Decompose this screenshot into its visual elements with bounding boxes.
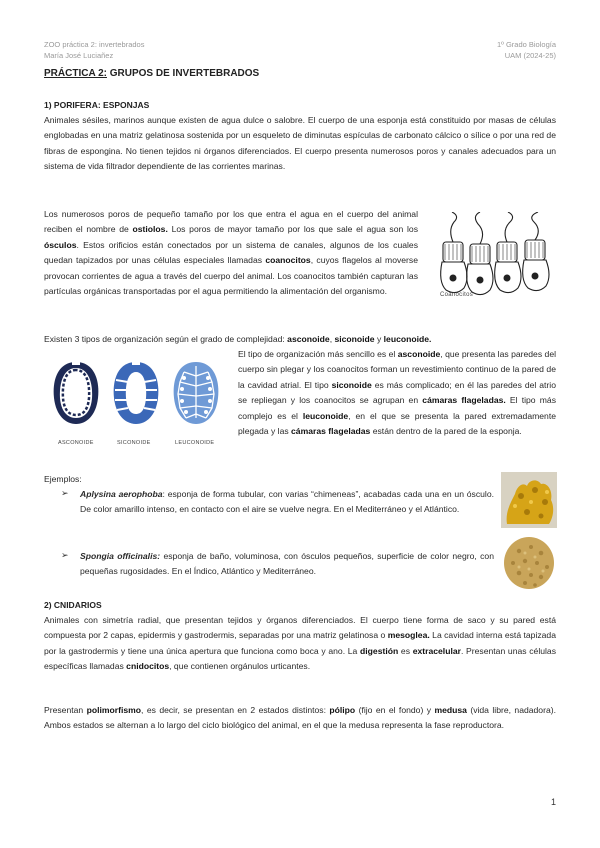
header-university: UAM (2024-25)	[504, 51, 556, 60]
examples-label: Ejemplos:	[44, 474, 82, 484]
text-run: Animales con simetría radial, que presentan tejidos y órganos diferenciados. El cuerpo tiene forma de saco y su pared está compuesta por 2 capas, epidermis y gastrodermis, separadas por una matriz gelatinosa o	[44, 615, 556, 641]
species-description: : esponja de forma tubular, con varias “chimeneas”, acabadas cada una en un ósculo. De color amarillo intenso, en contacto con el aire se vuelve negra. En el Mediterráneo y el Atlántico.	[80, 489, 494, 515]
term-extracelular: extracelular	[412, 645, 461, 656]
text-run: es más complicado; en él las paredes del atrio se repliegan y los coanocitos se agrupan en	[238, 379, 556, 406]
term-digestion: digestión	[360, 645, 399, 656]
text-run: Los numerosos poros de pequeño tamaño por los que entra el agua en el cuerpo del animal reciben el nombre de	[44, 209, 418, 235]
term-ostiolos: ostiolos.	[132, 224, 168, 235]
flagellum	[532, 212, 539, 240]
sponge-types-illustration	[46, 358, 226, 430]
term-cnidocitos: cnidocitos	[126, 661, 170, 672]
coanocitos-illustration	[434, 212, 556, 304]
cnidarios-paragraph-1	[44, 613, 556, 675]
term-mesoglea: mesoglea.	[387, 630, 430, 641]
term-asconoide: asconoide	[397, 349, 441, 359]
text-run: El tipo más complejo es el	[238, 395, 556, 421]
text-run: (fijo en el fondo) y	[355, 705, 435, 715]
term-asconoide: asconoide	[287, 334, 330, 344]
term-polimorfismo: polimorfismo	[86, 705, 142, 715]
text-run: y	[374, 334, 384, 344]
flagellum	[505, 212, 512, 242]
flagellum	[475, 212, 482, 244]
text-run: , que contienen orgánulos urticantes.	[169, 661, 311, 672]
text-run: Los poros de mayor tamaño por los que sale el agua son los	[167, 224, 419, 235]
header-course: ZOO práctica 2: invertebrados	[44, 40, 145, 49]
page-number: 1	[550, 797, 556, 807]
text-run: Presentan	[44, 705, 87, 715]
spongia-photo	[501, 535, 557, 591]
text-run: . Estos orificios están conectados por un sistema de canales, algunos de los cuales quedan tapizados por unas células especiales llamadas	[44, 239, 418, 266]
species-name: Spongia officinalis:	[80, 551, 161, 561]
cnidarios-paragraph-2	[44, 703, 556, 734]
header-right	[497, 39, 556, 61]
porifera-paragraph-2	[44, 207, 418, 299]
text-run: , es decir, se presentan en 2 estados distintos:	[141, 705, 330, 715]
porifera-paragraph-3-cont	[238, 347, 556, 439]
text-run: , que presenta las paredes del cuerpo sin plegar y los coanocitos forman un revestimiento continuo de la pared de la cavidad atrial. El tipo	[238, 349, 557, 390]
term-medusa: medusa	[434, 705, 467, 715]
porifera-heading: 1) PORIFERA: ESPONJAS	[44, 100, 150, 110]
term-siconoide: siconoide	[334, 334, 375, 344]
text-run: El tipo de organización más sencillo es el	[238, 349, 398, 359]
bullet-arrow-icon: ➢	[61, 550, 69, 560]
term-siconoide: siconoide	[331, 379, 372, 390]
text-run: La cavidad interna está tapizada por la gastrodermis y tiene una única apertura que funciona como boca y ano. La	[44, 630, 556, 656]
header-author: María José Luciañez	[44, 51, 114, 60]
term-camaras-flageladas: cámaras flageladas	[291, 426, 371, 437]
term-leuconoide: leuconoide	[302, 410, 349, 421]
text-run: (vida libre, nadadora). Ambos estados se alternan a lo largo del ciclo biológico del animal, en el que la medusa representa la fase reproductora.	[44, 705, 556, 731]
title-rest: GRUPOS DE INVERTEBRADOS	[106, 68, 260, 79]
header-left	[44, 39, 144, 61]
term-osculos: ósculos	[44, 239, 77, 250]
page-title	[44, 68, 259, 79]
bullet-arrow-icon: ➢	[61, 488, 69, 498]
text-run: , en el que se presenta la pared extremadamente plegada y las	[238, 410, 557, 437]
term-coanocitos: coanocitos	[265, 255, 311, 266]
text-run: ,	[329, 334, 335, 344]
leuconoide-diagram	[174, 362, 219, 424]
text-run: . Presentan unas células específicas llamadas	[44, 645, 556, 672]
coanocitos-label: Coanocitos	[440, 292, 474, 298]
species-description: esponja de baño, voluminosa, con ósculos pequeños, superficie de color negro, con pequeñas rugosidades. En el Índico, Atlántico y Mediterráneo.	[80, 551, 494, 577]
aplysina-photo	[501, 472, 557, 528]
example-spongia	[80, 549, 494, 580]
porifera-paragraph-1: Animales sésiles, marinos aunque existen de agua dulce o salobre. El cuerpo de una esponja está constituido por masas de células englobadas en una matriz gelatinosa sostenida por un esqueleto de diminutas espículas de carbonato cálcico o sílice o por una red de fibras de espongina. No tienen tejidos ni órganos diferenciados. El cuerpo presenta numerosos poros y canales adecuados para un sistema de vida filtrador dependiente de las corrientes marinas.	[44, 115, 556, 172]
siconoide-label: SICONOIDE	[117, 440, 151, 446]
flagellum	[451, 212, 457, 242]
example-aplysina	[80, 487, 494, 518]
leuconoide-label: LEUCONOIDE	[175, 440, 215, 446]
term-camaras-flageladas: cámaras flageladas.	[422, 395, 506, 406]
siconoide-diagram	[114, 359, 159, 424]
term-polipo: pólipo	[329, 705, 356, 715]
text-run: es	[398, 645, 413, 656]
title-prefix: PRÁCTICA 2:	[44, 68, 107, 79]
text-run: están dentro de la pared de la esponja.	[370, 426, 522, 437]
asconoide-diagram	[54, 359, 99, 424]
header-degree: 1º Grado Biología	[496, 40, 556, 49]
species-name: Aplysina aerophoba	[80, 489, 163, 499]
asconoide-label: ASCONOIDE	[58, 440, 94, 446]
cnidarios-heading: 2) CNIDARIOS	[44, 600, 102, 610]
porifera-paragraph-3	[44, 332, 556, 347]
text-run: , cuyos flagelos al moverse provocan corrientes de agua a través del cuerpo del animal. Los coanocitos también capturan las partículas orgánicas transportadas por el agua permitiendo la alimentación del organismo.	[44, 255, 418, 297]
term-leuconoide: leuconoide.	[383, 334, 432, 344]
text-run: Existen 3 tipos de organización según el grado de complejidad:	[44, 334, 288, 344]
